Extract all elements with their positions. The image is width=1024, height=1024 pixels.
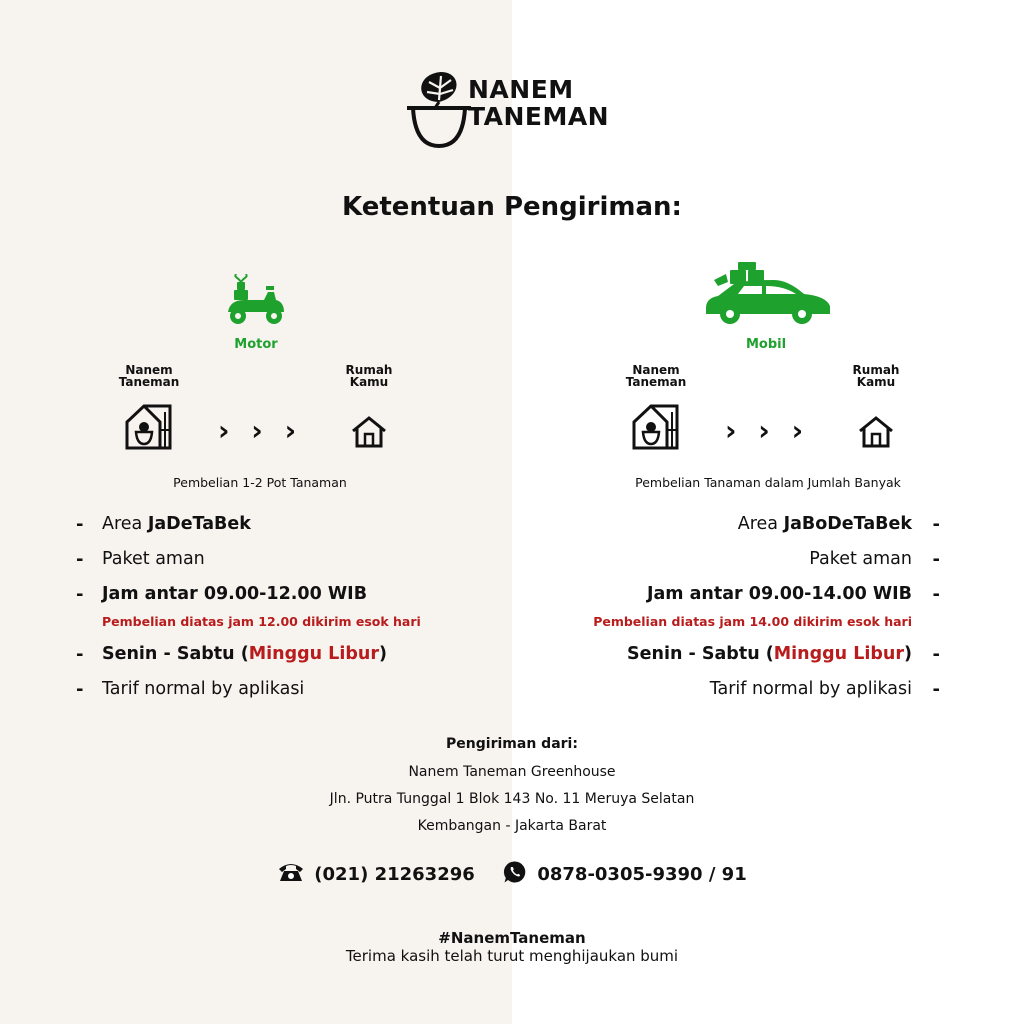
motor-to-label [314,364,424,388]
telephone-icon [278,861,304,883]
mobil-item-hari-c: ) [904,644,912,664]
mobil-to-line-2: Kamu [856,375,896,389]
mobil-item-hari [627,644,912,664]
mobil-from-line-1: Nanem [632,363,680,377]
greenhouse-icon [631,402,681,450]
motor-label: Motor [234,337,278,352]
shipping-address-line-2: Kembangan - Jakarta Barat [417,818,607,834]
shipping-address-line-1: Jln. Putra Tunggal 1 Blok 143 No. 11 Meruya Selatan [329,791,695,807]
greenhouse-icon [124,402,174,450]
mobil-to-line-1: Rumah [852,363,900,377]
dash: - [76,514,84,535]
motor-item-jam: Jam antar 09.00-12.00 WIB [102,584,368,604]
whatsapp-number: 0878-0305-9390 / 91 [537,864,747,885]
mobil-from-label [601,364,711,388]
shipping-heading: Pengiriman dari: [446,736,578,752]
mobil-item-paket: Paket aman [809,549,912,569]
tagline: Terima kasih telah turut menghijaukan bumi [345,947,679,965]
motor-item-hari-a: Senin - Sabtu ( [102,644,249,664]
mobil-item-hari-a: Senin - Sabtu ( [627,644,774,664]
mobil-label: Mobil [745,337,787,352]
mobil-sub-note: Pembelian diatas jam 14.00 dikirim esok hari [593,614,912,629]
whatsapp-icon [503,860,527,884]
page-title: Ketentuan Pengiriman: [342,192,682,222]
motor-to-line-2: Kamu [349,375,389,389]
motor-item-hari-libur: Minggu Libur [248,644,379,664]
dash: - [932,514,940,535]
mobil-to-label [821,364,931,388]
dash: - [76,644,84,665]
mobil-list [540,514,940,714]
shipping-name: Nanem Taneman Greenhouse [408,764,616,780]
dash: - [932,644,940,665]
dash: - [76,584,84,605]
mobil-item-area-prefix: Area [737,514,784,534]
phone-number: (021) 21263296 [314,864,475,885]
mobil-item-hari-libur: Minggu Libur [773,644,904,664]
motor-sub-note: Pembelian diatas jam 12.00 dikirim esok hari [102,614,421,629]
motor-from-label [94,364,204,388]
motor-item-tarif: Tarif normal by aplikasi [102,679,305,699]
dash: - [76,679,84,700]
brand-name [468,76,609,130]
motor-item-hari [102,644,387,664]
brand-line-1: NANEM [468,75,574,104]
home-icon [350,415,388,449]
motor-from-line-2: Taneman [118,375,180,389]
dash: - [76,549,84,570]
motor-note: Pembelian 1-2 Pot Tanaman [173,475,347,490]
mobil-item-area [738,514,912,534]
motor-item-hari-c: ) [378,644,387,664]
mobil-from-line-2: Taneman [625,375,687,389]
motor-to-line-1: Rumah [345,363,393,377]
motor-from-line-1: Nanem [125,363,173,377]
brand-line-2: TANEMAN [468,102,610,131]
hashtag: #NanemTaneman [438,929,586,947]
mobil-item-area-value: JaBoDeTaBek [783,514,912,534]
dash: - [932,549,940,570]
mobil-item-jam: Jam antar 09.00-14.00 WIB [646,584,912,604]
dash: - [932,679,940,700]
mobil-item-tarif: Tarif normal by aplikasi [709,679,912,699]
contact-row [278,860,747,885]
motor-item-area [102,514,251,534]
car-delivery-icon [704,262,832,326]
home-icon [857,415,895,449]
motorcycle-delivery-icon [224,274,288,326]
dash: - [932,584,940,605]
mobil-arrows: › › › [725,414,810,447]
motor-item-area-value: JaDeTaBek [147,514,251,534]
mobil-note: Pembelian Tanaman dalam Jumlah Banyak [635,475,901,490]
motor-item-paket: Paket aman [102,549,205,569]
motor-item-area-prefix: Area [102,514,148,534]
motor-arrows: › › › [218,414,303,447]
plant-pot-logo-icon [405,66,475,152]
